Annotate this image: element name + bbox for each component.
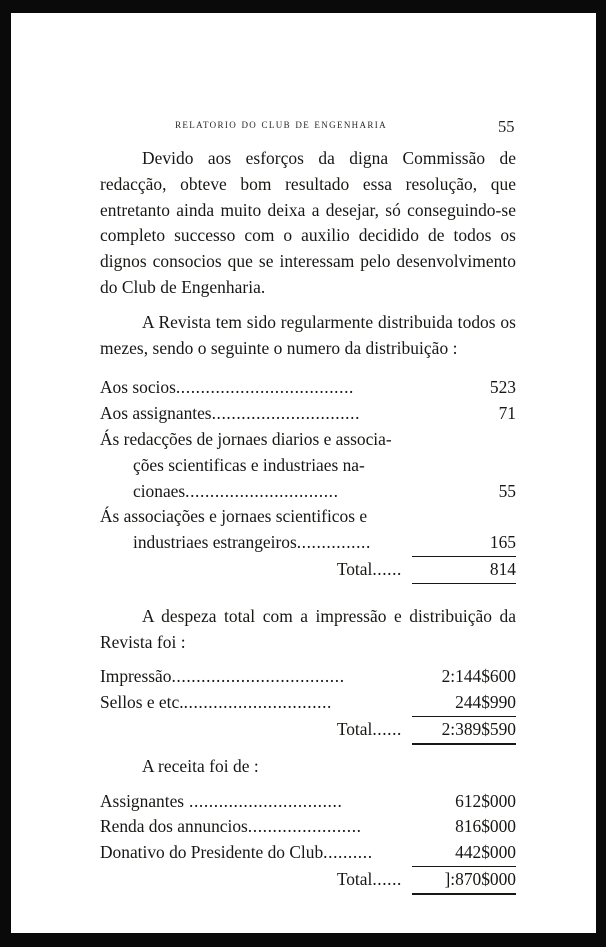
- row-label: Ás associações e jornaes scientificos e: [100, 506, 368, 527]
- table-total-row: [100, 556, 516, 583]
- paragraph-3: A despeza total com a impressão e distribuição da Revista foi :: [100, 605, 516, 652]
- row-label: Sellos e etc...............................: [100, 692, 332, 713]
- revenue-table: [100, 789, 516, 895]
- table-total-row: [100, 866, 516, 893]
- table-row: [100, 664, 516, 690]
- total-label: Total......: [336, 558, 402, 579]
- row-amount: 2:144$600: [441, 666, 516, 687]
- table-row: [100, 479, 516, 505]
- table-row: [100, 840, 516, 866]
- page-body: [11, 13, 596, 933]
- row-amount: 442$000: [455, 842, 516, 863]
- running-head-title: relatorio do club de engenharia: [175, 117, 387, 131]
- row-label: Impressão...................................: [100, 666, 345, 687]
- table-row: [100, 375, 516, 401]
- table-row: [100, 789, 516, 815]
- row-amount: 165: [489, 532, 516, 553]
- row-amount: 816$000: [455, 816, 516, 837]
- row-amount: [412, 453, 516, 479]
- table-row: [100, 453, 516, 479]
- expense-table-body: [100, 664, 516, 743]
- table-row: [100, 504, 516, 530]
- row-label: industriaes estrangeiros...............: [133, 532, 371, 553]
- row-amount: [412, 427, 516, 453]
- row-label: Donativo do Presidente do Club..........: [100, 842, 373, 863]
- expense-table: [100, 664, 516, 744]
- row-label: ções scientificas e industriaes na-: [133, 454, 365, 475]
- paragraph-1: Devido aos esforços da digna Commissão de redacção, obteve bom resultado essa resolução, que entretanto ainda muito deixa a desejar, só conseguindo-se completo successo com o auxilio decidido de todos os dignos consocios que se interessam pelo desenvolvimento do Club de Engenharia.: [100, 148, 516, 297]
- row-amount: 244$990: [455, 692, 516, 713]
- distribution-table-body: [100, 375, 516, 583]
- page-number: 55: [498, 117, 515, 136]
- table-row: [100, 530, 516, 556]
- total-label: Total......: [336, 868, 402, 889]
- paragraph-4: A receita foi de :: [142, 755, 259, 776]
- table-row: [100, 814, 516, 840]
- row-label: Ás redacções de jornaes diarios e associa-: [100, 428, 392, 449]
- distribution-table: [100, 375, 516, 583]
- total-amount: 814: [412, 556, 516, 583]
- document-page: [11, 13, 596, 933]
- row-amount: [412, 504, 516, 530]
- row-label: Aos socios....................................: [100, 377, 354, 398]
- table-total-row: [100, 716, 516, 743]
- total-amount: 2:389$590: [412, 716, 516, 743]
- row-amount: 71: [498, 403, 516, 424]
- row-amount: 612$000: [455, 790, 516, 811]
- total-amount: ]:870$000: [412, 866, 516, 893]
- row-label: Assignantes ...............................: [100, 790, 343, 811]
- table-row: [100, 401, 516, 427]
- row-label: Aos assignantes..............................: [100, 403, 361, 424]
- paragraph-2: A Revista tem sido regularmente distribuida todos os mezes, sendo o seguinte o numero da distribuição :: [100, 311, 516, 358]
- row-amount: 523: [489, 377, 516, 398]
- total-label: Total......: [336, 718, 402, 739]
- row-amount: 55: [498, 480, 516, 501]
- table-row: [100, 690, 516, 716]
- text-column: [100, 146, 516, 895]
- running-head: [11, 117, 596, 137]
- table-row: [100, 427, 516, 453]
- row-label: Renda dos annuncios.......................: [100, 816, 362, 837]
- revenue-table-body: [100, 789, 516, 894]
- row-label: cionaes...............................: [133, 480, 339, 501]
